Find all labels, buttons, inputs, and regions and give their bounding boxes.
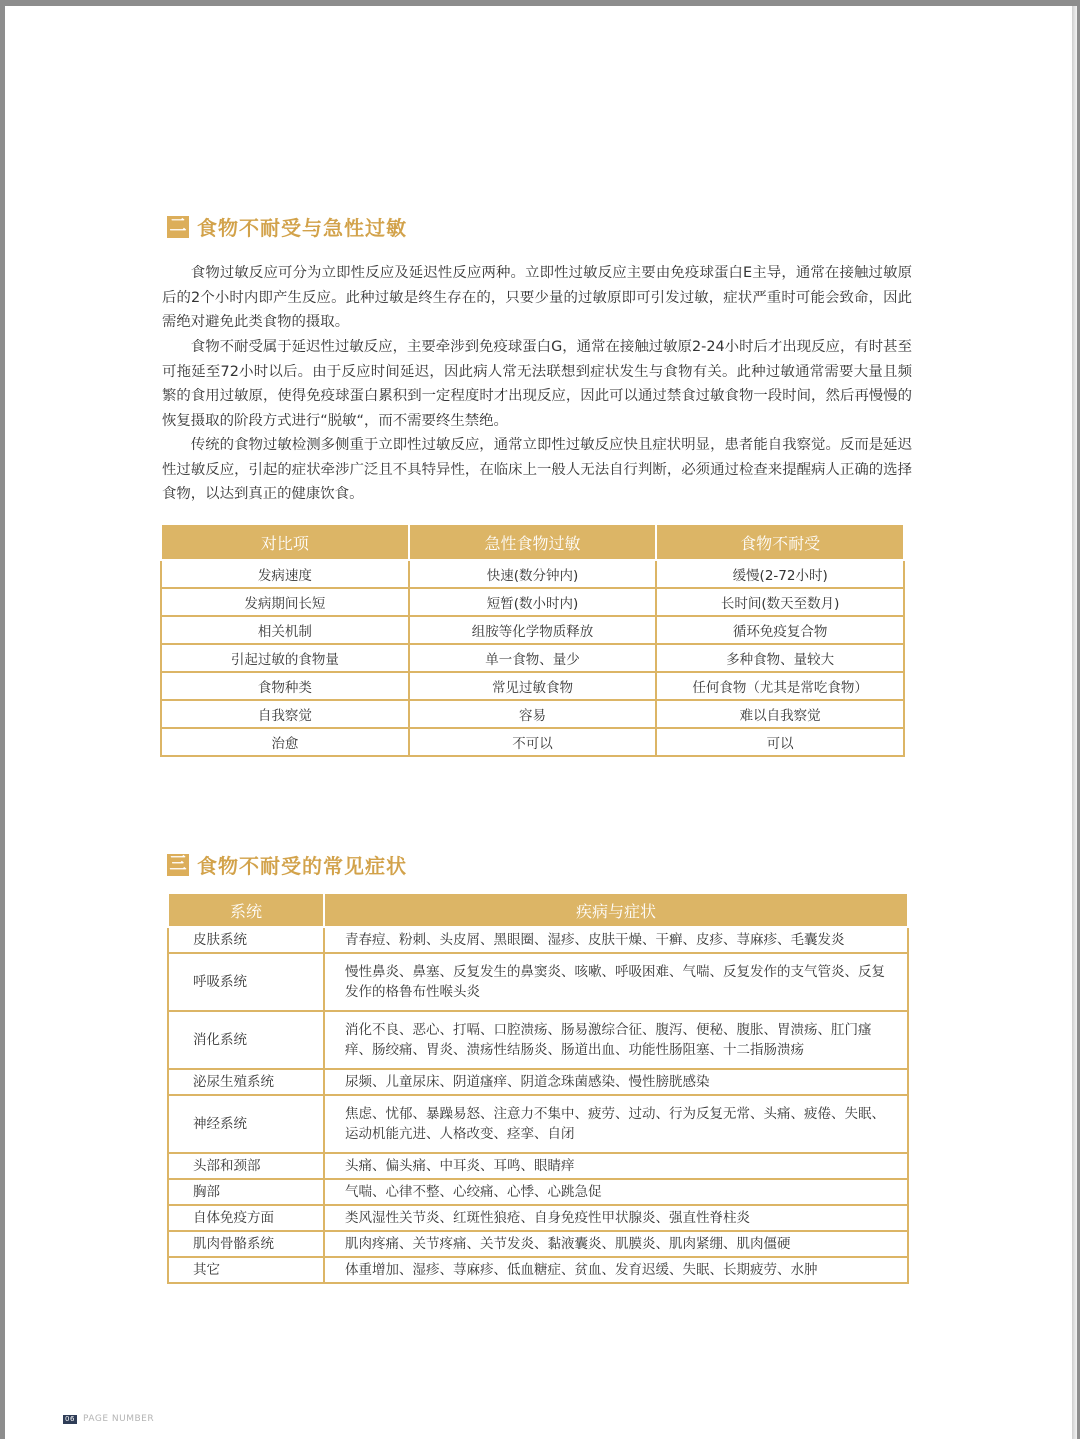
system-cell: 消化系统	[168, 1011, 324, 1069]
table-row	[168, 1179, 908, 1205]
comparison-table	[160, 523, 905, 757]
section-2-title: 食物不耐受与急性过敏	[197, 216, 407, 240]
section-2-number: 二	[167, 216, 189, 238]
table-cell: 难以自我察觉	[656, 700, 904, 728]
system-cell: 自体免疫方面	[168, 1205, 324, 1231]
paragraph-1: 食物过敏反应可分为立即性反应及延迟性反应两种。立即性过敏反应主要由免疫球蛋白E主导，通常在接触过敏原后的2个小时内即产生反应。此种过敏是终生存在的，只要少量的过敏原即可引发过敏，症状严重时可能会致命，因此需绝对避免此类食物的摄取。	[162, 265, 912, 331]
table-cell: 循环免疫复合物	[656, 616, 904, 644]
table-cell: 任何食物（尤其是常吃食物）	[656, 672, 904, 700]
table-cell: 发病速度	[161, 560, 409, 588]
table-row	[161, 728, 904, 756]
symptom-cell: 青春痘、粉刺、头皮屑、黑眼圈、湿疹、皮肤干燥、干癣、皮疹、荨麻疹、毛囊发炎	[324, 927, 908, 953]
page-number-badge: 06	[63, 1415, 77, 1424]
symptom-header-symptoms: 疾病与症状	[324, 893, 908, 927]
symptom-cell: 肌肉疼痛、关节疼痛、关节发炎、黏液囊炎、肌膜炎、肌肉紧绷、肌肉僵硬	[324, 1231, 908, 1257]
table-row	[168, 953, 908, 1011]
page-edge-shadow	[1072, 6, 1077, 1439]
page-footer	[63, 1414, 154, 1424]
symptom-cell: 消化不良、恶心、打嗝、口腔溃疡、肠易激综合征、腹泻、便秘、腹胀、胃溃疡、肛门瘙痒、肠绞痛、胃炎、溃疡性结肠炎、肠道出血、功能性肠阻塞、十二指肠溃疡	[324, 1011, 908, 1069]
table-cell: 长时间(数天至数月)	[656, 588, 904, 616]
table-cell: 食物种类	[161, 672, 409, 700]
table-cell: 自我察觉	[161, 700, 409, 728]
table-row	[168, 1095, 908, 1153]
table-row	[168, 1011, 908, 1069]
table-cell: 引起过敏的食物量	[161, 644, 409, 672]
table-cell: 缓慢(2-72小时)	[656, 560, 904, 588]
table-row	[161, 560, 904, 588]
symptom-header-system: 系统	[168, 893, 324, 927]
section-3-number: 三	[167, 854, 189, 876]
system-cell: 胸部	[168, 1179, 324, 1205]
symptom-cell: 体重增加、湿疹、荨麻疹、低血糖症、贫血、发育迟缓、失眠、长期疲劳、水肿	[324, 1257, 908, 1283]
symptom-cell: 尿频、儿童尿床、阴道瘙痒、阴道念珠菌感染、慢性膀胱感染	[324, 1069, 908, 1095]
system-cell: 呼吸系统	[168, 953, 324, 1011]
table-row	[168, 1257, 908, 1283]
table-row	[161, 672, 904, 700]
page-number-label: PAGE NUMBER	[83, 1414, 155, 1424]
table-row	[168, 1205, 908, 1231]
table-cell: 容易	[409, 700, 657, 728]
system-cell: 肌肉骨骼系统	[168, 1231, 324, 1257]
table-cell: 不可以	[409, 728, 657, 756]
table-cell: 相关机制	[161, 616, 409, 644]
section-2-heading	[167, 212, 407, 241]
table-row	[168, 927, 908, 953]
comparison-header-item: 对比项	[161, 524, 409, 560]
symptom-cell: 慢性鼻炎、鼻塞、反复发生的鼻窦炎、咳嗽、呼吸困难、气喘、反复发作的支气管炎、反复发作的格鲁布性喉头炎	[324, 953, 908, 1011]
table-cell: 短暂(数小时内)	[409, 588, 657, 616]
symptom-table-header	[168, 893, 908, 927]
comparison-header-intolerance: 食物不耐受	[656, 524, 904, 560]
table-cell: 多种食物、量较大	[656, 644, 904, 672]
table-cell: 快速(数分钟内)	[409, 560, 657, 588]
table-row	[168, 1231, 908, 1257]
system-cell: 神经系统	[168, 1095, 324, 1153]
system-cell: 其它	[168, 1257, 324, 1283]
table-cell: 常见过敏食物	[409, 672, 657, 700]
section-3-heading	[167, 850, 407, 879]
paragraph-3: 传统的食物过敏检测多侧重于立即性过敏反应，通常立即性过敏反应快且症状明显，患者能自我察觉。反而是延迟性过敏反应，引起的症状牵涉广泛且不具特异性，在临床上一般人无法自行判断，必须通过检查来提醒病人正确的选择食物，以达到真正的健康饮食。	[162, 437, 912, 503]
table-row	[161, 644, 904, 672]
table-cell: 发病期间长短	[161, 588, 409, 616]
system-cell: 泌尿生殖系统	[168, 1069, 324, 1095]
table-row	[161, 616, 904, 644]
paragraph-2: 食物不耐受属于延迟性过敏反应，主要牵涉到免疫球蛋白G，通常在接触过敏原2-24小时后才出现反应，有时甚至可拖延至72小时以后。由于反应时间延迟，因此病人常无法联想到症状发生与食物有关。此种过敏通常需要大量且频繁的食用过敏原，使得免疫球蛋白累积到一定程度时才出现反应，因此可以通过禁食过敏食物一段时间，然后再慢慢的恢复摄取的阶段方式进行“脱敏“，而不需要终生禁绝。	[162, 339, 912, 429]
table-cell: 组胺等化学物质释放	[409, 616, 657, 644]
section-3-title: 食物不耐受的常见症状	[197, 854, 407, 878]
symptom-cell: 头痛、偏头痛、中耳炎、耳鸣、眼睛痒	[324, 1153, 908, 1179]
table-row	[161, 700, 904, 728]
comparison-header-acute: 急性食物过敏	[409, 524, 657, 560]
symptom-cell: 气喘、心律不整、心绞痛、心悸、心跳急促	[324, 1179, 908, 1205]
system-cell: 皮肤系统	[168, 927, 324, 953]
symptom-table	[167, 892, 909, 1284]
table-cell: 治愈	[161, 728, 409, 756]
table-cell: 可以	[656, 728, 904, 756]
table-cell: 单一食物、量少	[409, 644, 657, 672]
table-row	[168, 1069, 908, 1095]
symptom-cell: 焦虑、忧郁、暴躁易怒、注意力不集中、疲劳、过动、行为反复无常、头痛、疲倦、失眠、运动机能亢进、人格改变、痉挛、自闭	[324, 1095, 908, 1153]
system-cell: 头部和颈部	[168, 1153, 324, 1179]
symptom-cell: 类风湿性关节炎、红斑性狼疮、自身免疫性甲状腺炎、强直性脊柱炎	[324, 1205, 908, 1231]
table-row	[161, 588, 904, 616]
document-page	[5, 6, 1077, 1439]
table-row	[168, 1153, 908, 1179]
comparison-table-header	[161, 524, 904, 560]
